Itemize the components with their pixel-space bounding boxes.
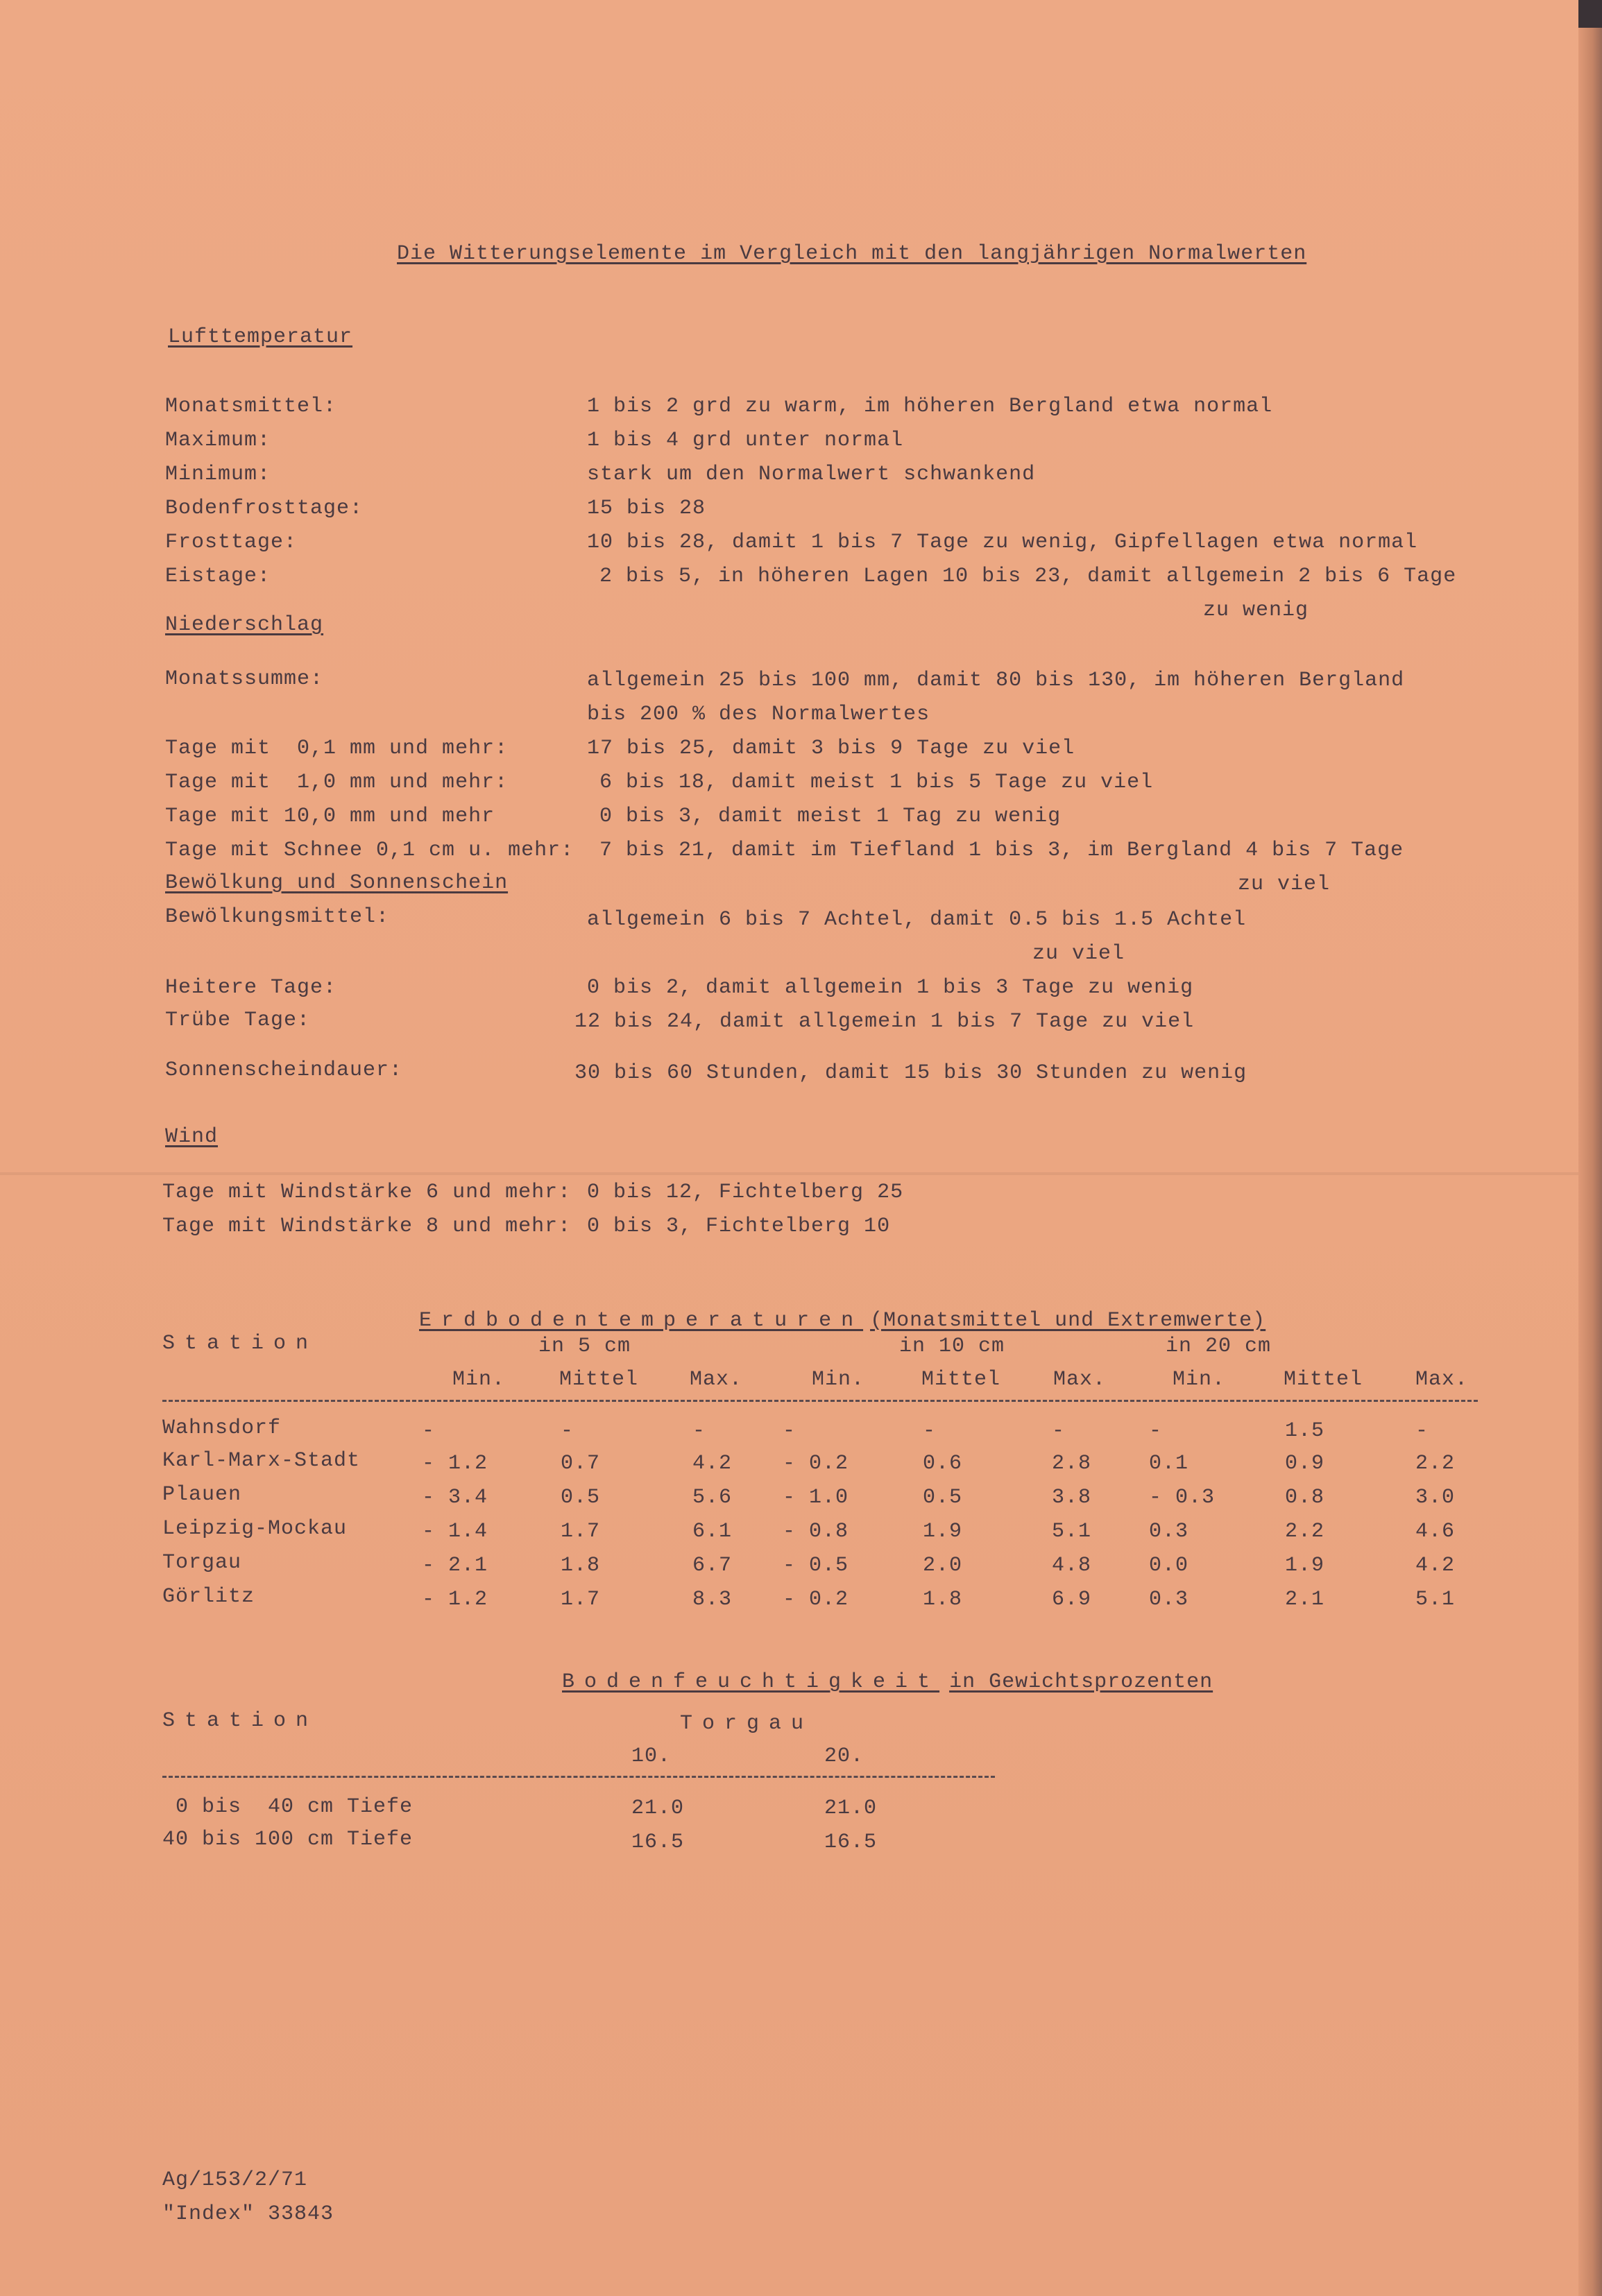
table-cell: 2.2 (1415, 1452, 1456, 1475)
table-cell: 3.0 (1415, 1486, 1456, 1509)
moisture-value: 21.0 (824, 1797, 878, 1820)
row-value: allgemein 25 bis 100 mm, damit 80 bis 130, im höheren Bergland (587, 669, 1405, 692)
footer-index: "Index" 33843 (162, 2202, 334, 2226)
table-cell: - (1415, 1419, 1429, 1443)
depth-header-20cm: in 20 cm (1166, 1335, 1272, 1358)
soil-temperature-title: Erdbodentemperaturen (419, 1309, 864, 1333)
row-value-continuation: zu wenig (1203, 599, 1309, 622)
table-cell: - (422, 1419, 436, 1443)
table-cell: 4.2 (692, 1452, 733, 1475)
moisture-value: 21.0 (631, 1797, 685, 1820)
soil-moisture-title-suffix: in Gewichtsprozenten (949, 1670, 1213, 1694)
station-name: Görlitz (162, 1585, 255, 1609)
row-value: 2 bis 5, in höheren Lagen 10 bis 23, damit allgemein 2 bis 6 Tage (599, 565, 1457, 588)
table-cell: 8.3 (692, 1588, 733, 1611)
table-cell: 5.1 (1415, 1588, 1456, 1611)
station-name: Karl-Marx-Stadt (162, 1449, 361, 1473)
depth-header-5cm: in 5 cm (538, 1335, 631, 1358)
row-value: 12 bis 24, damit allgemein 1 bis 7 Tage zu viel (574, 1010, 1195, 1034)
table-cell: 2.8 (1052, 1452, 1092, 1475)
row-value: stark um den Normalwert schwankend (587, 463, 1036, 486)
row-value: 17 bis 25, damit 3 bis 9 Tage zu viel (587, 737, 1075, 760)
row-value: 15 bis 28 (587, 497, 706, 520)
table-cell: 1.8 (561, 1554, 601, 1577)
table-cell: 0.3 (1149, 1588, 1189, 1611)
section-heading-lufttemperatur: Lufttemperatur (168, 325, 353, 349)
row-value: 0 bis 2, damit allgemein 1 bis 3 Tage zu wenig (587, 976, 1194, 1000)
section-heading-bewoelkung: Bewölkung und Sonnenschein (165, 871, 509, 895)
soil-moisture-title: Bodenfeuchtigkeit (562, 1670, 940, 1694)
table-cell: 0.8 (1285, 1486, 1325, 1509)
moisture-value: 16.5 (631, 1831, 685, 1854)
table-cell: 3.8 (1052, 1486, 1092, 1509)
table-cell: 0.5 (561, 1486, 601, 1509)
table-cell: 0.6 (923, 1452, 963, 1475)
table-cell: 1.7 (561, 1588, 601, 1611)
table-cell: 0.5 (923, 1486, 963, 1509)
row-value: allgemein 6 bis 7 Achtel, damit 0.5 bis 1.5 Achtel (587, 908, 1247, 932)
row-label: Bodenfrosttage: (165, 497, 364, 520)
table-cell: 1.5 (1285, 1419, 1325, 1443)
row-label: Maximum: (165, 429, 271, 452)
table-cell: - 1.0 (783, 1486, 849, 1509)
soil-temperature-title-block (393, 1281, 1266, 1334)
table-cell: 5.6 (692, 1486, 733, 1509)
row-value: 6 bis 18, damit meist 1 bis 5 Tage zu viel (599, 771, 1154, 794)
col-header-mittel: Mittel (921, 1368, 1001, 1391)
row-value: 10 bis 28, damit 1 bis 7 Tage zu wenig, Gipfellagen etwa normal (587, 531, 1418, 554)
col-header-min: Min. (452, 1368, 506, 1391)
row-label: Tage mit Schnee 0,1 cm u. mehr: (165, 839, 574, 862)
col-header-min: Min. (812, 1368, 865, 1391)
row-value-continuation: bis 200 % des Normalwertes (587, 703, 930, 726)
table-cell: 4.6 (1415, 1520, 1456, 1543)
section-heading-niederschlag: Niederschlag (165, 613, 324, 637)
row-label: Minimum: (165, 463, 271, 486)
table-cell: - 1.4 (422, 1520, 488, 1543)
table-cell: - 2.1 (422, 1554, 488, 1577)
moisture-depth-label: 0 bis 40 cm Tiefe (162, 1795, 414, 1819)
station-name: Plauen (162, 1483, 242, 1507)
row-label: Monatsmittel: (165, 395, 337, 418)
row-value: 30 bis 60 Stunden, damit 15 bis 30 Stunden zu wenig (574, 1061, 1247, 1085)
moisture-depth-label: 40 bis 100 cm Tiefe (162, 1828, 414, 1851)
row-label: Sonnenscheindauer: (165, 1059, 403, 1082)
station-name: Wahnsdorf (162, 1416, 282, 1440)
table-cell: - 1.2 (422, 1588, 488, 1611)
row-label: Trübe Tage: (165, 1009, 311, 1032)
table-cell: - (1052, 1419, 1066, 1443)
table-cell: 6.9 (1052, 1588, 1092, 1611)
table-cell: - (561, 1419, 574, 1443)
table-cell: 2.2 (1285, 1520, 1325, 1543)
moisture-divider (162, 1776, 995, 1778)
section-heading-wind: Wind (165, 1125, 219, 1149)
row-label: Heitere Tage: (165, 976, 337, 1000)
row-label: Tage mit 1,0 mm und mehr: (165, 771, 509, 794)
table-cell: - (1149, 1419, 1163, 1443)
table-cell: 0.9 (1285, 1452, 1325, 1475)
table-cell: 0.0 (1149, 1554, 1189, 1577)
table-cell: 0.7 (561, 1452, 601, 1475)
table-cell: - 0.2 (783, 1588, 849, 1611)
row-label: Frosttage: (165, 531, 298, 554)
row-label: Tage mit 0,1 mm und mehr: (165, 737, 509, 760)
table-divider (162, 1400, 1478, 1402)
station-name: Torgau (162, 1551, 242, 1575)
col-header-max: Max. (690, 1368, 743, 1391)
row-label: Bewölkungsmittel: (165, 905, 390, 929)
table-cell: - 0.2 (783, 1452, 849, 1475)
page-corner (1578, 0, 1602, 28)
table-cell: 1.8 (923, 1588, 963, 1611)
row-value: 1 bis 2 grd zu warm, im höheren Bergland etwa normal (587, 395, 1273, 418)
table-cell: 1.9 (1285, 1554, 1325, 1577)
table-cell: 6.7 (692, 1554, 733, 1577)
table-cell: 1.9 (923, 1520, 963, 1543)
table-cell: 6.1 (692, 1520, 733, 1543)
col-header-max: Max. (1415, 1368, 1469, 1391)
table-cell: 5.1 (1052, 1520, 1092, 1543)
paper-fold (0, 1172, 1578, 1175)
table-cell: 2.0 (923, 1554, 963, 1577)
soil-temperature-title-suffix: (Monatsmittel und Extremwerte) (870, 1309, 1266, 1333)
row-value: 0 bis 12, Fichtelberg 25 (587, 1181, 904, 1204)
col-header-mittel: Mittel (1284, 1368, 1363, 1391)
row-value-continuation: zu viel (1032, 942, 1125, 966)
col-header-mittel: Mittel (559, 1368, 639, 1391)
row-label: Eistage: (165, 565, 271, 588)
row-label: Tage mit Windstärke 8 und mehr: (162, 1215, 572, 1238)
col-header-max: Max. (1053, 1368, 1107, 1391)
page-edge (1578, 0, 1602, 2296)
table-cell: 0.1 (1149, 1452, 1189, 1475)
row-value: 0 bis 3, Fichtelberg 10 (587, 1215, 891, 1238)
row-label: Monatssumme: (165, 667, 324, 691)
table-cell: - 0.5 (783, 1554, 849, 1577)
row-value-continuation: zu viel (1238, 873, 1331, 896)
row-label: Tage mit 10,0 mm und mehr (165, 805, 495, 828)
table-cell: 2.1 (1285, 1588, 1325, 1611)
table-cell: 0.3 (1149, 1520, 1189, 1543)
station-name: Leipzig-Mockau (162, 1517, 348, 1541)
moisture-date-col: 20. (824, 1745, 864, 1768)
document-title: Die Witterungselemente im Vergleich mit den langjährigen Normalwerten (397, 242, 1307, 266)
table-cell: - 0.8 (783, 1520, 849, 1543)
table-cell: 1.7 (561, 1520, 601, 1543)
moisture-value: 16.5 (824, 1831, 878, 1854)
col-header-min: Min. (1173, 1368, 1226, 1391)
table-cell: - 3.4 (422, 1486, 488, 1509)
table-cell: - 1.2 (422, 1452, 488, 1475)
table-cell: 4.8 (1052, 1554, 1092, 1577)
row-value: 7 bis 21, damit im Tiefland 1 bis 3, im Bergland 4 bis 7 Tage (599, 839, 1404, 862)
moisture-station-name: Torgau (680, 1712, 814, 1736)
moisture-date-col: 10. (631, 1745, 672, 1768)
table-cell: - 0.3 (1149, 1486, 1216, 1509)
footer-reference: Ag/153/2/71 (162, 2168, 308, 2192)
table-cell: 4.2 (1415, 1554, 1456, 1577)
table-cell: - (692, 1419, 706, 1443)
station-header: Station (162, 1332, 318, 1355)
soil-moisture-title-block (536, 1643, 1213, 1695)
depth-header-10cm: in 10 cm (899, 1335, 1005, 1358)
row-value: 1 bis 4 grd unter normal (587, 429, 904, 452)
table-cell: - (783, 1419, 796, 1443)
row-label: Tage mit Windstärke 6 und mehr: (162, 1181, 572, 1204)
row-value: 0 bis 3, damit meist 1 Tag zu wenig (599, 805, 1062, 828)
moisture-station-header: Station (162, 1709, 318, 1733)
table-cell: - (923, 1419, 937, 1443)
